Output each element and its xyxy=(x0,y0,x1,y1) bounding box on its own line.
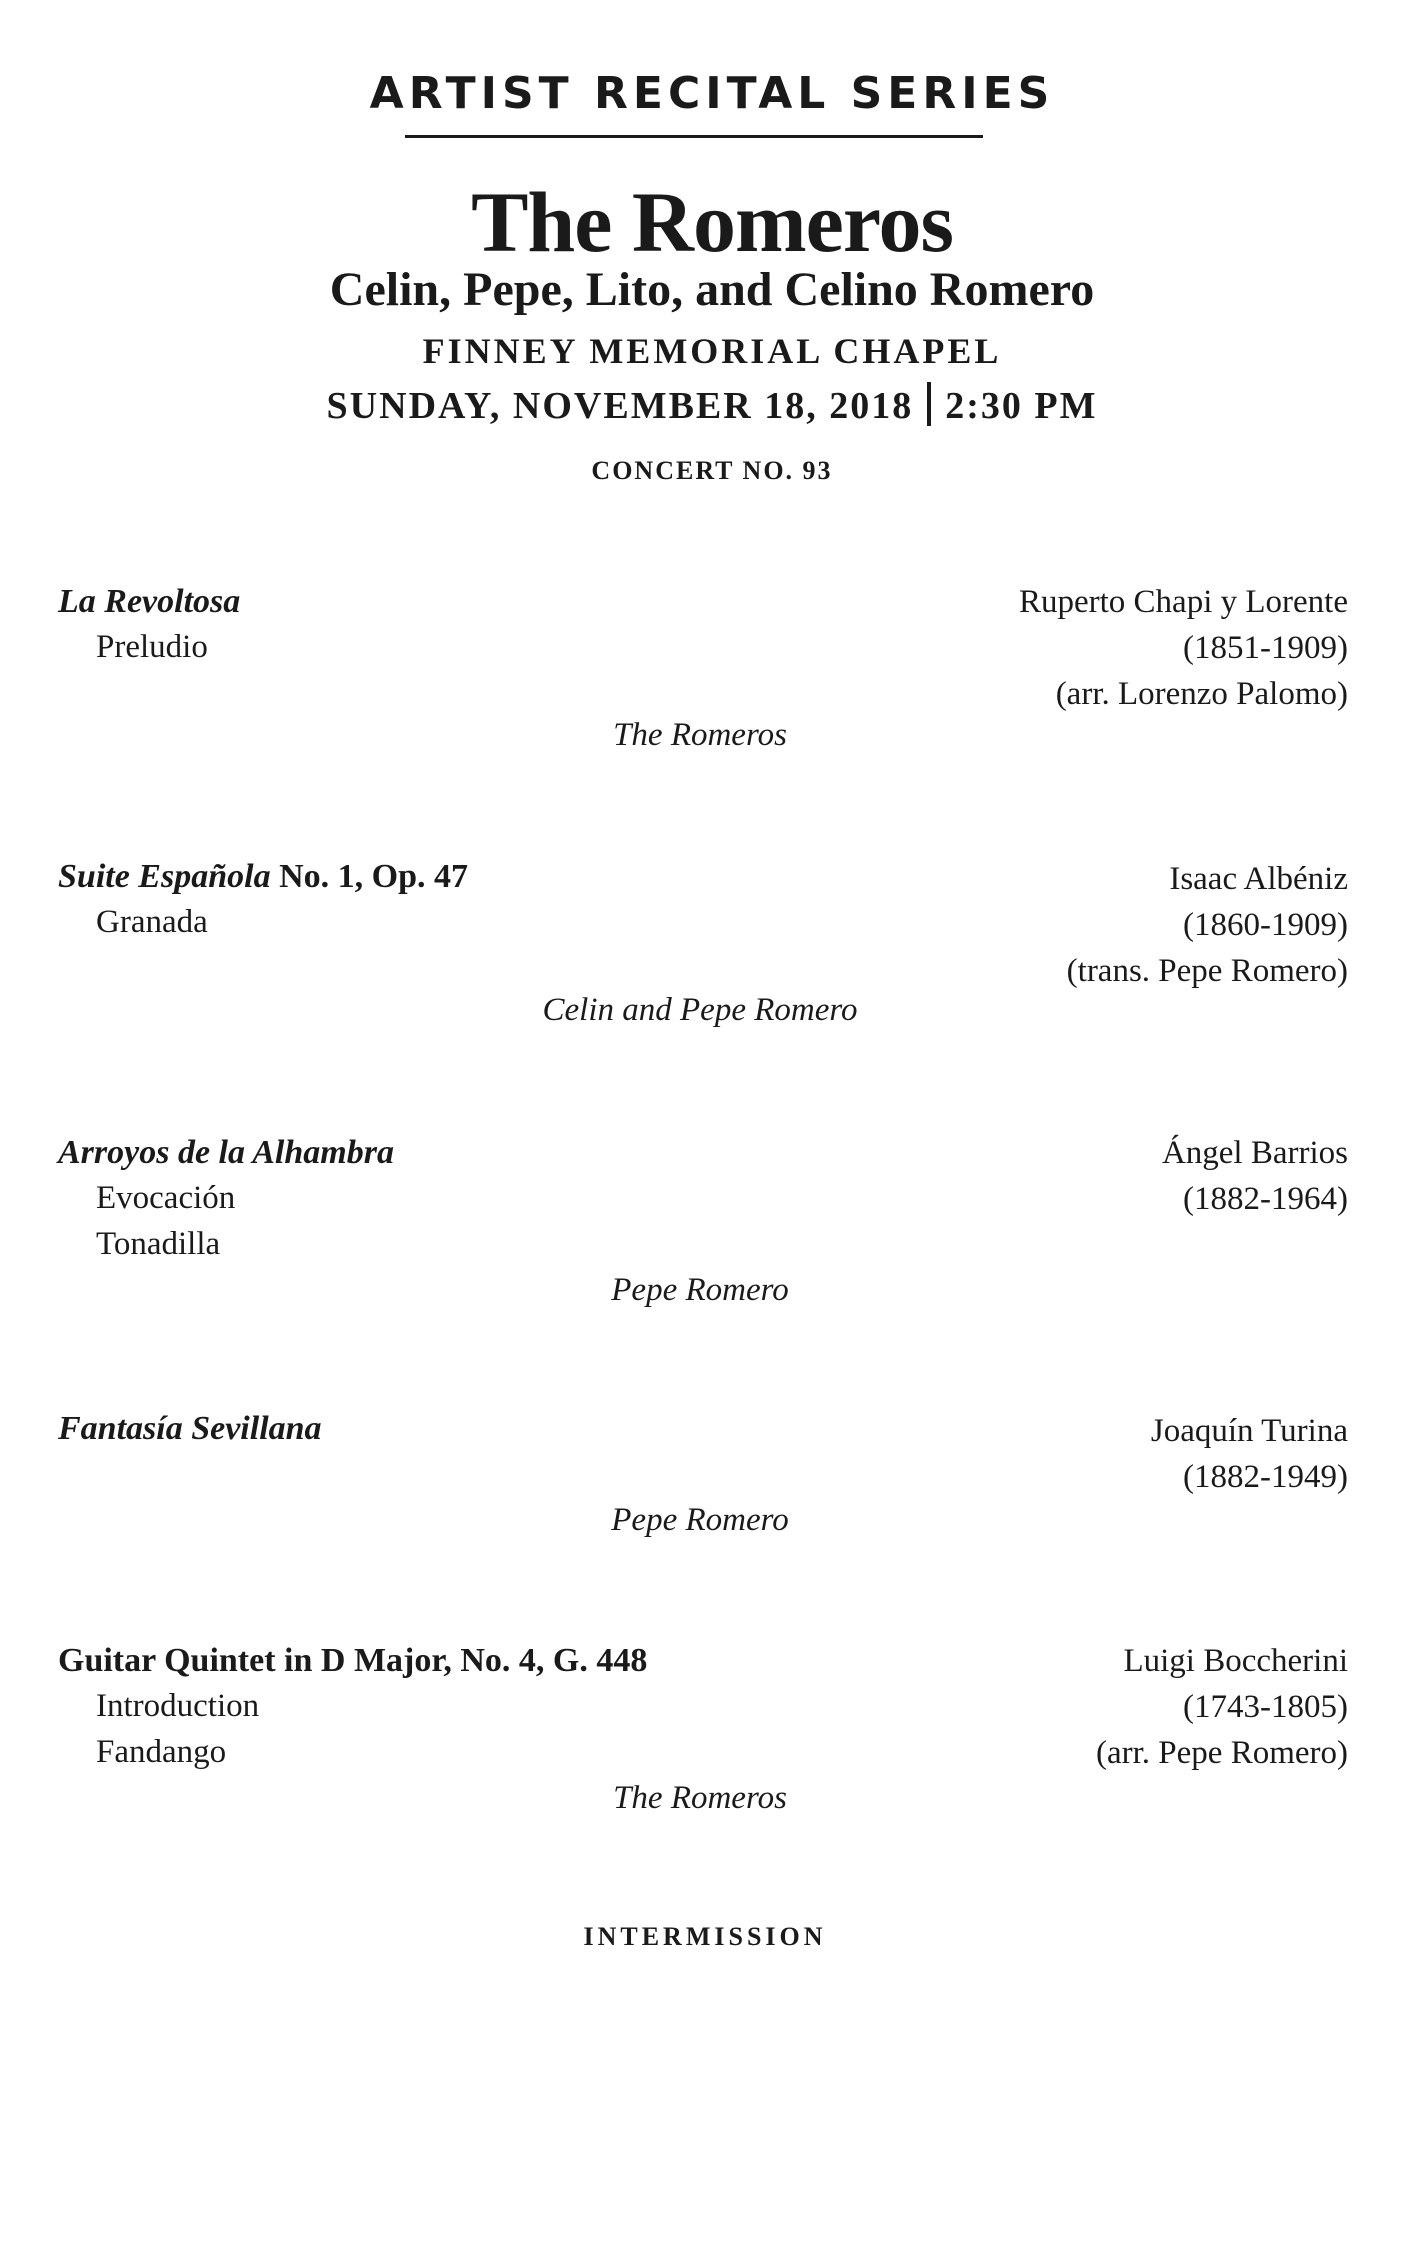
movement: Evocación xyxy=(96,1180,236,1216)
movement: Granada xyxy=(96,904,208,940)
composer-dates: (1743-1805) xyxy=(1183,1689,1348,1725)
work-title xyxy=(58,1410,322,1448)
concert-time: 2:30 PM xyxy=(945,385,1098,427)
composer-name: Luigi Boccherini xyxy=(1123,1643,1348,1679)
composer-block xyxy=(1162,1130,1348,1222)
movement: Fandango xyxy=(96,1734,227,1770)
work-title-italic: Suite Española xyxy=(58,858,271,895)
composer-dates: (1882-1949) xyxy=(1183,1459,1348,1495)
performer: The Romeros xyxy=(613,717,787,753)
work-title-italic: La Revoltosa xyxy=(58,583,241,620)
arrangement-note: (trans. Pepe Romero) xyxy=(1066,953,1348,989)
work-title xyxy=(58,583,240,621)
concert-number: CONCERT NO. 93 xyxy=(591,456,833,485)
composer-block xyxy=(1096,1638,1348,1776)
composer-dates: (1882-1964) xyxy=(1183,1181,1348,1217)
intermission-label: INTERMISSION xyxy=(583,1922,827,1951)
arrangement-note: (arr. Pepe Romero) xyxy=(1096,1735,1348,1771)
venue: FINNEY MEMORIAL CHAPEL xyxy=(422,331,1002,371)
concert-datetime xyxy=(0,382,1424,428)
arrangement-note: (arr. Lorenzo Palomo) xyxy=(1055,676,1348,712)
composer-block xyxy=(1019,579,1348,717)
composer-dates: (1860-1909) xyxy=(1183,907,1348,943)
heading-rule xyxy=(405,135,983,138)
concert-date: SUNDAY, NOVEMBER 18, 2018 xyxy=(326,385,914,427)
composer-dates: (1851-1909) xyxy=(1183,630,1348,666)
work-title-italic: Arroyos de la Alhambra xyxy=(58,1134,394,1171)
work-title-rest: No. 1, Op. 47 xyxy=(270,858,468,895)
performers-subtitle: Celin, Pepe, Lito, and Celino Romero xyxy=(329,263,1095,316)
performer: Celin and Pepe Romero xyxy=(542,992,858,1028)
date-time-separator xyxy=(927,382,931,426)
movement: Preludio xyxy=(96,629,208,665)
composer-name: Ángel Barrios xyxy=(1161,1135,1348,1171)
performer: Pepe Romero xyxy=(611,1272,789,1308)
composer-block xyxy=(1151,1408,1348,1500)
work-title-italic: Fantasía Sevillana xyxy=(58,1410,322,1447)
page-title: The Romeros xyxy=(471,174,953,270)
composer-name: Joaquín Turina xyxy=(1150,1413,1348,1449)
composer-name: Ruperto Chapi y Lorente xyxy=(1018,584,1348,620)
work-title xyxy=(58,858,468,896)
composer-block xyxy=(1067,856,1348,994)
work-title-rest: Guitar Quintet in D Major, No. 4, G. 448 xyxy=(58,1642,648,1679)
performer: Pepe Romero xyxy=(611,1502,789,1538)
composer-name: Isaac Albéniz xyxy=(1169,861,1348,897)
work-title xyxy=(58,1134,394,1172)
performer: The Romeros xyxy=(613,1780,787,1816)
movement: Introduction xyxy=(96,1688,260,1724)
series-heading: ARTIST RECITAL SERIES xyxy=(369,68,1055,119)
work-title xyxy=(58,1642,647,1680)
movement: Tonadilla xyxy=(96,1226,221,1262)
